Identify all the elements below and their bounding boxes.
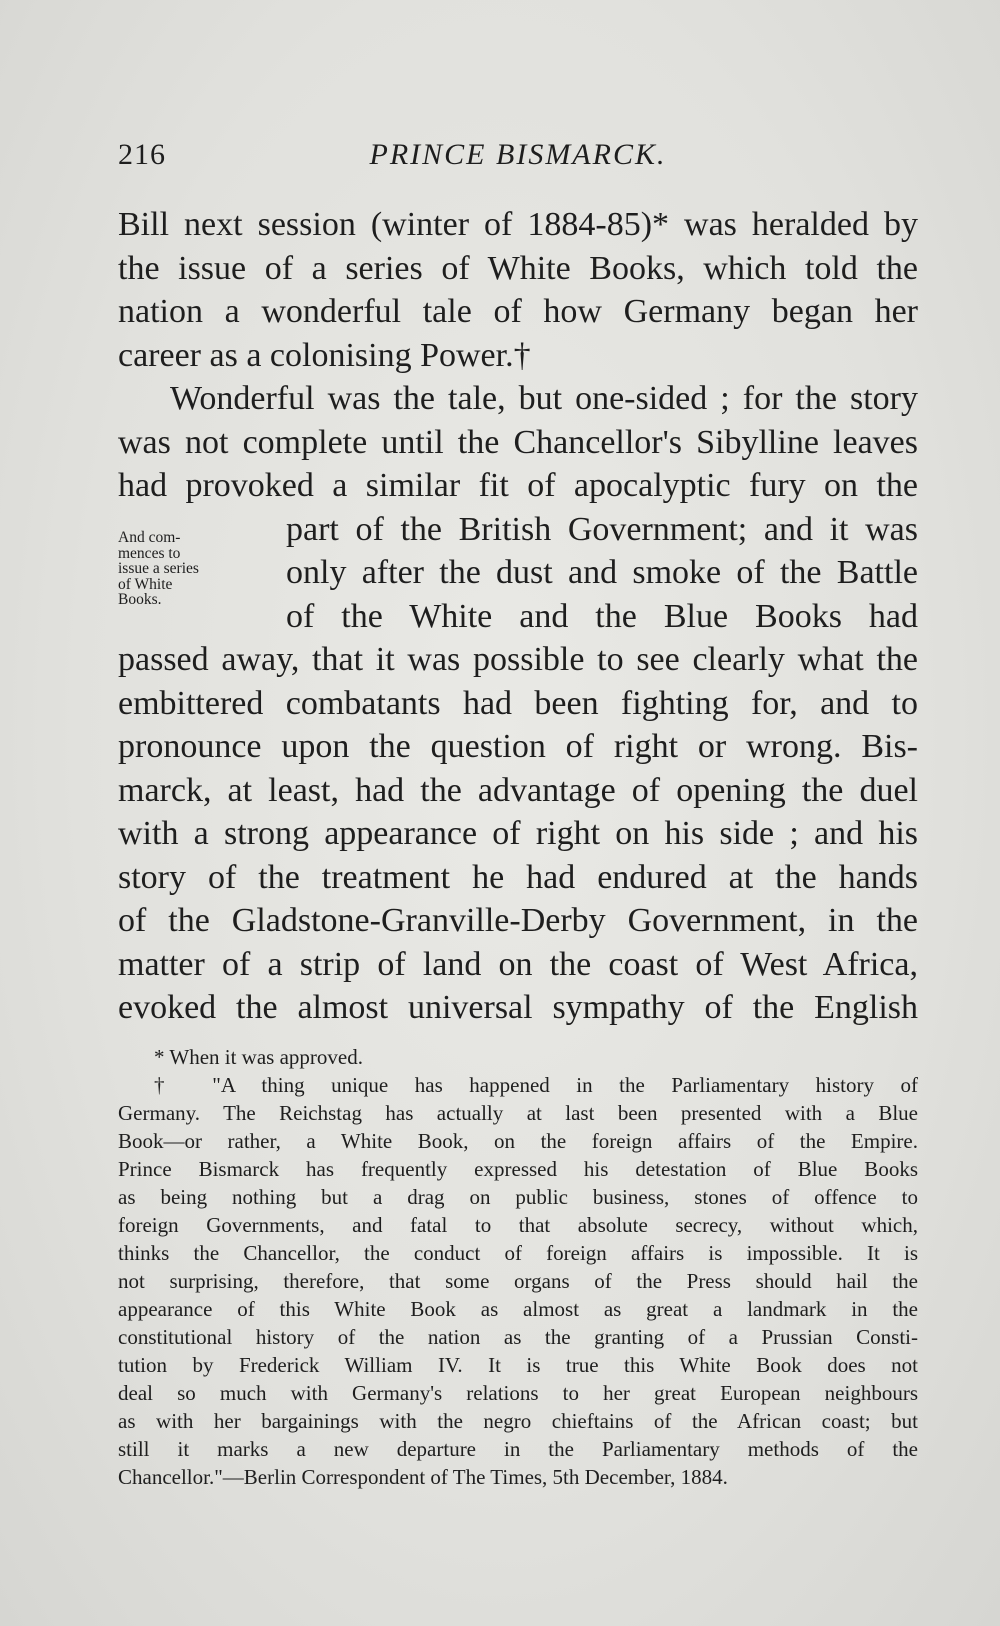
text-line: of the White and the Blue Books had [286,597,918,635]
text-line: with a strong appearance of right on his side ; and his [118,815,918,852]
margin-note-line: mences to [118,544,181,562]
text-line: had provoked a similar fit of apocalyptic fury on the [118,467,918,504]
footnote-line: foreign Governments, and fatal to that absolute secrecy, without which, [118,1213,918,1237]
footnote-line: Prince Bismarck has frequently expressed his detestation of Blue Books [118,1157,918,1181]
text-line: Wonderful was the tale, but one-sided ; for the story [170,380,918,417]
footnote-line: still it marks a new departure in the Parliamentary methods of the [118,1437,918,1461]
margin-note-line: Books. [118,591,162,608]
margin-note-line: of White [118,575,173,593]
footnote-line: Book—or rather, a White Book, on the foreign affairs of the Empire. [118,1129,918,1153]
margin-note-line: And com- [118,529,181,546]
footnote-line: as being nothing but a drag on public business, stones of offence to [118,1185,918,1209]
text-line: story of the treatment he had endured at the hands [118,858,918,896]
text-line: passed away, that it was possible to see clearly what the [118,641,918,678]
footnotes [118,1043,918,1491]
running-title: PRINCE BISMARCK. [369,138,667,171]
footnote-line: deal so much with Germany's relations to her great European neighbours [118,1381,918,1405]
footnote-line: thinks the Chancellor, the conduct of foreign affairs is impossible. It is [118,1241,918,1265]
footnote-line: appearance of this White Book as almost as great a landmark in the [118,1297,918,1321]
text-line: evoked the almost universal sympathy of the English [118,989,918,1026]
footnote-line: tution by Frederick William IV. It is true this White Book does not [118,1353,918,1377]
text-line: pronounce upon the question of right or wrong. Bis- [118,728,918,765]
footnote-approved: * When it was approved. [154,1045,363,1069]
footnote-line: † "A thing unique has happened in the Parliamentary history of [154,1073,918,1097]
footnote-line: not surprising, therefore, that some organs of the Press should hail the [118,1269,918,1293]
text-line: embittered combatants had been fighting for, and to [118,684,918,722]
text-line: Bill next session (winter of 1884-85)* was heralded by [118,206,918,243]
footnote-line: Chancellor."—Berlin Correspondent of The Times, 5th December, 1884. [118,1465,728,1489]
main-text [118,203,918,1030]
text-line: only after the dust and smoke of the Battle [286,554,918,591]
text-line: career as a colonising Power.† [118,336,531,374]
text-line: nation a wonderful tale of how Germany began her [118,293,918,330]
page-header [118,138,918,178]
footnote-line: constitutional history of the nation as the granting of a Prussian Consti- [118,1325,918,1349]
text-line: was not complete until the Chancellor's Sibylline leaves [118,423,918,461]
margin-note-line: issue a series [118,560,199,577]
text-line: marck, at least, had the advantage of opening the duel [118,771,918,809]
margin-note [118,530,268,608]
footnote-line: as with her bargainings with the negro chieftains of the African coast; but [118,1409,918,1433]
text-line: part of the British Government; and it was [286,510,918,548]
text-line: of the Gladstone-Granville-Derby Government, in the [118,902,918,939]
text-line: the issue of a series of White Books, which told the [118,249,918,287]
footnote-line: Germany. The Reichstag has actually at last been presented with a Blue [118,1101,918,1125]
page-number: 216 [118,138,166,171]
text-line: matter of a strip of land on the coast of West Africa, [118,945,918,983]
